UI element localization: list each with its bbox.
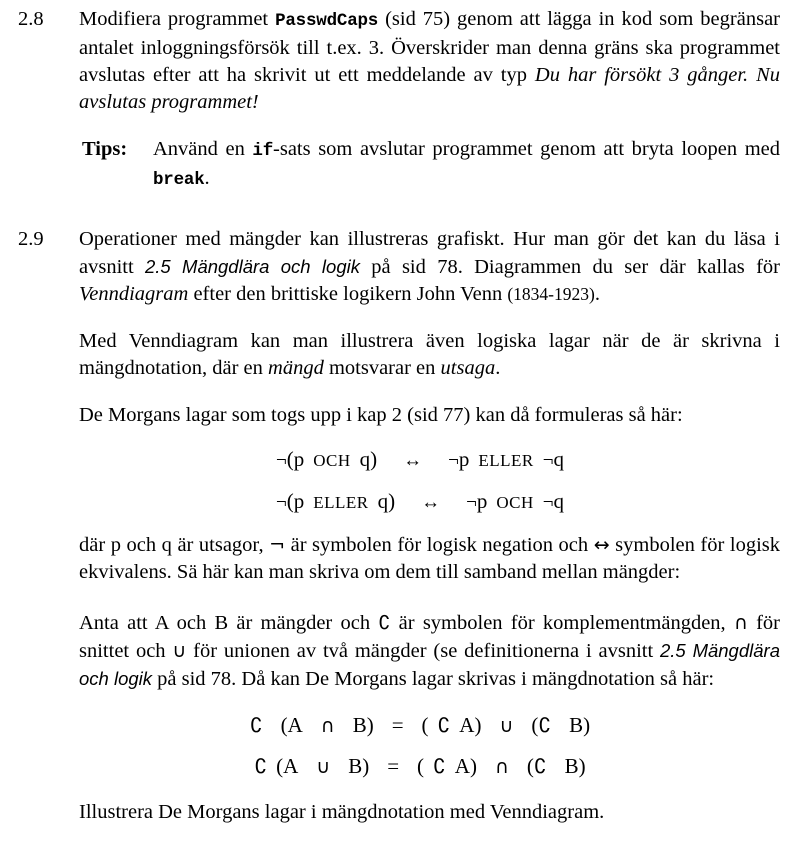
paragraph-set-notation-intro bbox=[79, 610, 780, 693]
negation-symbol: ¬ bbox=[276, 450, 287, 471]
formula-operand: (A bbox=[280, 713, 303, 737]
biconditional-symbol: ↔ bbox=[421, 492, 441, 513]
text-fragment: (sid 75) genom att lägga in kod som begränsar antalet inloggningsförsök till t.ex. 3. Överskrider man denna gräns ska programmet avslutas efter att ha skrivit ut ett meddelande av typ bbox=[79, 8, 780, 86]
paragraph-intro bbox=[79, 226, 780, 308]
complement-symbol-inline: ∁ bbox=[378, 612, 391, 634]
spacer bbox=[0, 194, 800, 226]
formula-operand: B) bbox=[348, 754, 370, 778]
formula-operand: q bbox=[553, 489, 564, 513]
biconditional-symbol: ↔ bbox=[403, 450, 423, 471]
union-symbol: ∪ bbox=[499, 715, 514, 737]
text-fragment: Använd en bbox=[153, 138, 253, 160]
negation-symbol: ¬ bbox=[448, 450, 459, 471]
complement-symbol: ∁ bbox=[533, 754, 547, 778]
italic-mangd: mängd bbox=[268, 357, 324, 379]
section-reference-1: 2.5 Mängdlära och logik bbox=[144, 256, 360, 277]
tips-label: Tips: bbox=[82, 138, 128, 160]
formula-operand: q) bbox=[377, 489, 396, 513]
tips-text bbox=[153, 136, 780, 194]
text-fragment: Modifiera programmet bbox=[79, 8, 276, 30]
text-fragment: efter den brittiske logikern John Venn bbox=[188, 283, 508, 305]
formula-operand: A) bbox=[454, 754, 477, 778]
paragraph-demorgan-intro: De Morgans lagar som togs upp i kap 2 (sid 77) kan då formuleras så här: bbox=[79, 404, 683, 426]
section-reference-2: 2.5 Mängdlära och logik bbox=[79, 640, 780, 689]
venn-lifespan: (1834-1923) bbox=[507, 284, 595, 304]
logic-operator-och: OCH bbox=[313, 451, 351, 470]
paragraph-symbol-explanation-wrap bbox=[79, 532, 780, 586]
negation-symbol-inline: ¬ bbox=[269, 534, 286, 556]
formula-operand: p bbox=[476, 489, 488, 513]
set-formula-1 bbox=[0, 705, 800, 746]
code-break: break bbox=[153, 170, 205, 190]
paragraph-symbol-explanation bbox=[79, 532, 780, 586]
intersection-symbol: ∩ bbox=[494, 756, 509, 778]
exercise-2-9 bbox=[0, 226, 800, 429]
formula-operand: B) bbox=[564, 754, 586, 778]
formula-operand: A) bbox=[459, 713, 482, 737]
spacer bbox=[0, 429, 800, 439]
text-fragment: symbolen för logisk ekvivalens. Sä här kan man skriva om dem till samband mellan mängder: bbox=[79, 534, 780, 583]
formula-operand: p bbox=[458, 447, 470, 471]
complement-symbol: ∁ bbox=[254, 754, 268, 778]
spacer bbox=[0, 787, 800, 799]
logic-operator-eller: ELLER bbox=[313, 493, 369, 512]
formula-operand: ( bbox=[421, 713, 429, 737]
text-fragment: Med Venndiagram kan man illustrera även logiska lagar när de är skrivna i mängdnotation, där en bbox=[79, 330, 780, 379]
text-fragment: där p och q är utsagor, bbox=[79, 534, 270, 556]
text-fragment: för snittet och bbox=[79, 612, 781, 662]
union-symbol: ∪ bbox=[316, 756, 331, 778]
italic-utsaga: utsaga bbox=[440, 357, 496, 379]
formula-operand: (p bbox=[286, 447, 305, 471]
spacer bbox=[0, 116, 800, 136]
biconditional-symbol-inline: ↔ bbox=[593, 534, 610, 556]
formula-operand: ( bbox=[526, 754, 534, 778]
code-passwdcaps: PasswdCaps bbox=[275, 11, 379, 31]
text-fragment: är symbolen för logisk negation och bbox=[285, 534, 594, 556]
complement-symbol: ∁ bbox=[437, 713, 451, 737]
tips-block-2-8 bbox=[82, 136, 780, 194]
negation-symbol: ¬ bbox=[466, 492, 477, 513]
intersection-symbol: ∩ bbox=[320, 715, 335, 737]
logic-formula-group bbox=[0, 439, 800, 523]
formula-operand: B) bbox=[569, 713, 591, 737]
spacer bbox=[79, 382, 780, 402]
logic-formula-2 bbox=[0, 481, 800, 523]
spacer bbox=[0, 523, 800, 532]
spacer bbox=[0, 693, 800, 705]
text-fragment: Operationer med mängder kan illustreras grafiskt. Hur man gör det kan du läsa i avsnitt bbox=[79, 228, 780, 278]
exercise-2-8-body bbox=[79, 6, 780, 116]
paragraph-closing-wrap bbox=[79, 799, 780, 826]
exercise-2-8-paragraph bbox=[79, 6, 780, 116]
text-fragment: . bbox=[594, 283, 600, 305]
formula-operand: B) bbox=[352, 713, 374, 737]
formula-operand: ( bbox=[531, 713, 539, 737]
equals-sign: = bbox=[387, 754, 400, 778]
complement-symbol: ∁ bbox=[249, 713, 263, 737]
formula-operand: ( bbox=[417, 754, 425, 778]
text-fragment: på sid 78. Då kan De Morgans lagar skrivas i mängdnotation så här: bbox=[152, 668, 715, 690]
exercise-number-2-8: 2.8 bbox=[18, 8, 44, 30]
spacer bbox=[0, 586, 800, 610]
negation-symbol: ¬ bbox=[542, 450, 554, 471]
text-fragment: -sats som avslutar programmet genom att bryta loopen med bbox=[273, 138, 780, 160]
exercise-2-8 bbox=[0, 0, 800, 116]
complement-symbol: ∁ bbox=[538, 713, 552, 737]
complement-symbol: ∁ bbox=[433, 754, 446, 778]
exercise-number-2-9: 2.9 bbox=[18, 228, 44, 250]
paragraph-set-notation-wrap bbox=[79, 610, 780, 693]
formula-operand: q bbox=[553, 447, 564, 471]
negation-symbol: ¬ bbox=[542, 492, 554, 513]
text-fragment: för unionen av två mängder (se definitionerna i avsnitt bbox=[186, 640, 660, 662]
exercise-2-9-body bbox=[79, 226, 780, 429]
equals-sign: = bbox=[391, 713, 404, 737]
text-fragment: motsvarar en bbox=[323, 357, 441, 379]
paragraph-venn-logic bbox=[79, 328, 780, 382]
logic-operator-eller: ELLER bbox=[478, 451, 534, 470]
text-fragment: . bbox=[495, 357, 501, 379]
set-formula-group bbox=[0, 705, 800, 787]
union-symbol-inline: ∪ bbox=[172, 640, 187, 662]
formula-operand: (A bbox=[276, 754, 299, 778]
logic-operator-och: OCH bbox=[496, 493, 534, 512]
text-fragment: . bbox=[204, 167, 210, 189]
formula-operand: (p bbox=[286, 489, 305, 513]
negation-symbol: ¬ bbox=[276, 492, 287, 513]
set-formula-2 bbox=[0, 746, 800, 787]
formula-operand: q) bbox=[359, 447, 378, 471]
italic-venndiagram: Venndiagram bbox=[79, 283, 189, 305]
text-fragment: är symbolen för komplementmängden, bbox=[390, 612, 734, 634]
italic-message-text: Du har försökt 3 gånger. Nu avslutas programmet! bbox=[79, 64, 780, 113]
text-fragment: Anta att A och B är mängder och bbox=[79, 612, 379, 634]
code-if: if bbox=[252, 141, 274, 161]
text-fragment: på sid 78. Diagrammen du ser där kallas för bbox=[359, 256, 780, 278]
spacer bbox=[79, 308, 780, 328]
intersection-symbol-inline: ∩ bbox=[733, 612, 748, 634]
paragraph-closing: Illustrera De Morgans lagar i mängdnotation med Venndiagram. bbox=[79, 801, 605, 823]
logic-formula-1 bbox=[0, 439, 800, 481]
